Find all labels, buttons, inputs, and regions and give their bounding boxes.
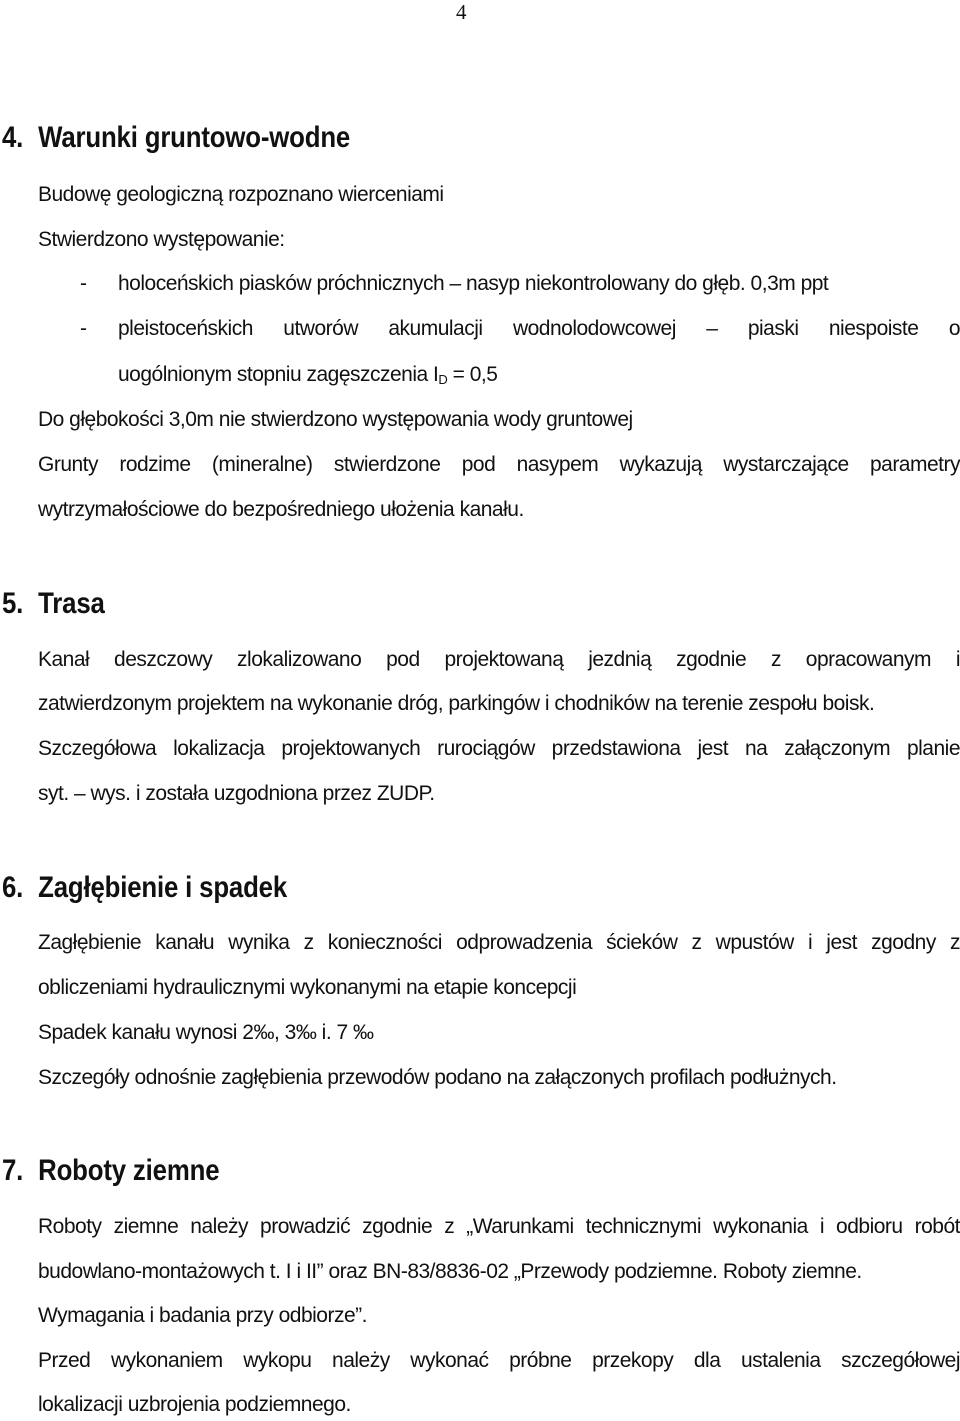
bullet-dash: -	[80, 317, 87, 340]
bullet-dash: -	[80, 272, 87, 295]
paragraph-line: Roboty ziemne należy prowadzić zgodnie z „Warunkami technicznymi wykonania i odbioru robót	[38, 1215, 960, 1238]
paragraph-line: budowlano-montażowych t. I i II” oraz BN-83/8836-02 „Przewody podziemne. Roboty ziemne.	[38, 1260, 862, 1283]
section-title: Warunki gruntowo-wodne	[38, 121, 351, 154]
bullet-continuation-text: uogólnionym stopniu zagęszczenia I	[118, 363, 439, 386]
subscript-d: D	[438, 372, 448, 387]
paragraph-line: Wymagania i badania przy odbiorze”.	[38, 1304, 367, 1327]
bullet-continuation-value: = 0,5	[447, 363, 498, 386]
paragraph-line: Zagłębienie kanału wynika z konieczności odprowadzenia ścieków z wpustów i jest zgodny z	[38, 931, 960, 954]
paragraph-line: Szczegóły odnośnie zagłębienia przewodów podano na załączonych profilach podłużnych.	[38, 1066, 837, 1089]
paragraph-line: syt. – wys. i została uzgodniona przez ZUDP.	[38, 782, 435, 805]
paragraph-line: Grunty rodzime (mineralne) stwierdzone pod nasypem wykazują wystarczające parametry	[38, 453, 960, 476]
paragraph-line: wytrzymałościowe do bezpośredniego ułożenia kanału.	[38, 498, 524, 521]
paragraph-line: zatwierdzonym projektem na wykonanie dróg, parkingów i chodników na terenie zespołu boisk.	[38, 692, 875, 715]
paragraph-line: Szczegółowa lokalizacja projektowanych rurociągów przedstawiona jest na załączonym planie	[38, 737, 960, 760]
bullet-continuation	[118, 362, 497, 393]
section-title: Roboty ziemne	[38, 1154, 220, 1187]
section-heading-5	[2, 586, 105, 622]
paragraph-line: Do głębokości 3,0m nie stwierdzono występowania wody gruntowej	[38, 408, 633, 431]
section-number: 5.	[2, 587, 24, 620]
section-number: 7.	[2, 1154, 24, 1187]
section-heading-6	[2, 870, 287, 906]
paragraph-line: Spadek kanału wynosi 2‰, 3‰ i. 7 ‰	[38, 1021, 374, 1044]
section-number: 4.	[2, 121, 24, 154]
page-number: 4	[456, 0, 467, 24]
section-title: Trasa	[38, 587, 105, 620]
bullet-text: holoceńskich piasków próchnicznych – nasyp niekontrolowany do głęb. 0,3m ppt	[118, 272, 829, 295]
paragraph-line: Stwierdzono występowanie:	[38, 228, 285, 251]
paragraph-line: obliczeniami hydraulicznymi wykonanymi na etapie koncepcji	[38, 976, 577, 999]
section-heading-4	[2, 120, 350, 156]
section-heading-7	[2, 1153, 219, 1189]
section-title: Zagłębienie i spadek	[38, 871, 288, 904]
paragraph-line: Przed wykonaniem wykopu należy wykonać próbne przekopy dla ustalenia szczegółowej	[38, 1349, 960, 1372]
paragraph-line: lokalizacji uzbrojenia podziemnego.	[38, 1393, 351, 1416]
bullet-text: pleistoceńskich utworów akumulacji wodnolodowcowej – piaski niespoiste o	[118, 317, 960, 340]
section-number: 6.	[2, 871, 24, 904]
paragraph-line: Kanał deszczowy zlokalizowano pod projektowaną jezdnią zgodnie z opracowanym i	[38, 648, 960, 671]
paragraph-line: Budowę geologiczną rozpoznano wierceniami	[38, 183, 444, 206]
